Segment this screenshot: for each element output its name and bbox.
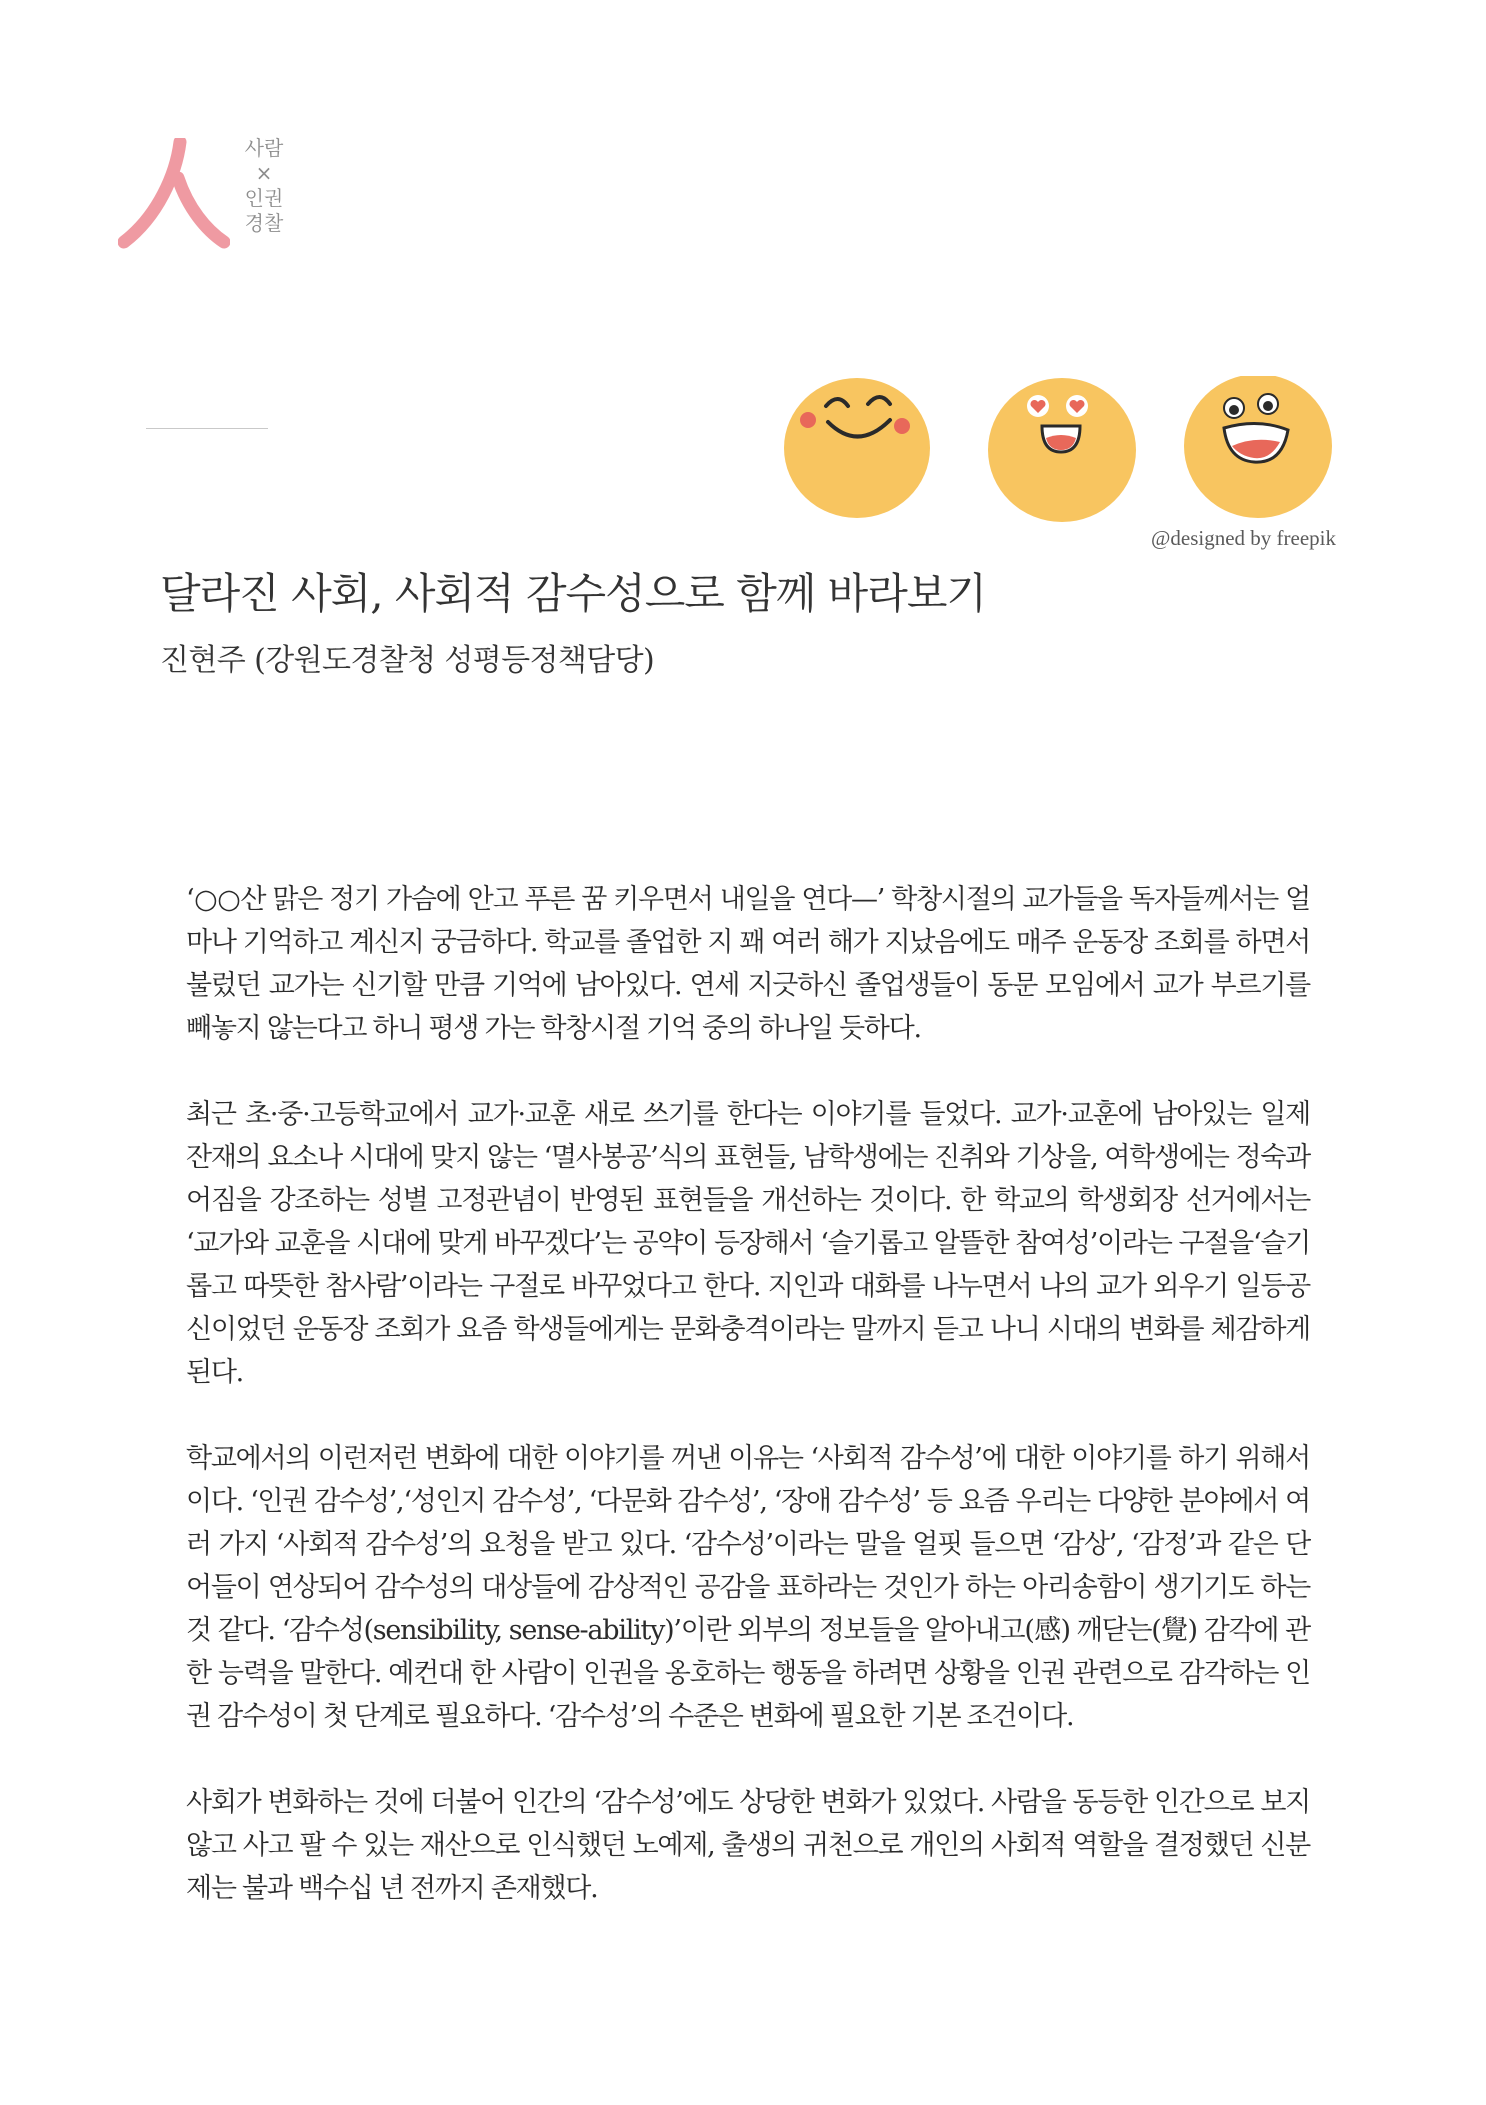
paragraph: 학교에서의 이런저런 변화에 대한 이야기를 꺼낸 이유는 ‘사회적 감수성’에 대한 이야기를 하기 위해서이다. ‘인권 감수성’,‘성인지 감수성’, ‘다문화 감수성’, ‘장애 감수성’ 등 요즘 우리는 다양한 분야에서 여러 가지 ‘사회적 감수성’의 요청을 받고 있다. ‘감수성’이라는 말을 얼핏 들으면 ‘감상’, ‘감정’과 같은 단어들이 연상되어 감수성의 대상들에 감상적인 공감을 표하라는 것인가 하는 아리송함이 생기기도 하는 것 같다. ‘감수성(sensibility, sense-ability)’이란 외부의 정보들을 알아내고(感) 깨닫는(覺) 감각에 관한 능력을 말한다. 예컨대 한 사람이 인권을 옹호하는 행동을 하려면 상황을 인권 관련으로 감각하는 인권 감수성이 첫 단계로 필요하다. ‘감수성’의 수준은 변화에 필요한 기본 조건이다. — [186, 1443, 1310, 1732]
laughing-face-icon — [1184, 376, 1332, 518]
logo-text — [242, 136, 286, 236]
article-author: 진현주 (강원도경찰청 성평등정책담당) — [160, 643, 655, 678]
logo-mark-icon — [118, 138, 230, 250]
logo-line: 사람 — [244, 136, 284, 160]
paragraph: ‘○○산 맑은 정기 가슴에 안고 푸른 꿈 키우면서 내일을 연다—’ 학창시절의 교가들을 독자들께서는 얼마나 기억하고 계신지 궁금하다. 학교를 졸업한 지 꽤 여러 해가 지났음에도 매주 운동장 조회를 하면서 불렀던 교가는 신기할 만큼 기억에 남아있다. 연세 지긋하신 졸업생들이 동문 모임에서 교가 부르기를 빼놓지 않는다고 하니 평생 가는 학창시절 기억 중의 하나일 듯하다. — [186, 884, 1310, 1044]
image-credit: @designed by freepik — [1151, 526, 1336, 550]
logo-line: × — [255, 161, 273, 185]
heart-eyes-face-icon — [988, 378, 1136, 522]
logo-line: 인권 — [244, 186, 284, 210]
divider — [146, 428, 268, 429]
logo-line: 경찰 — [244, 211, 284, 235]
article-title: 달라진 사회, 사회적 감수성으로 함께 바라보기 — [160, 569, 986, 618]
paragraph: 사회가 변화하는 것에 더불어 인간의 ‘감수성’에도 상당한 변화가 있었다. 사람을 동등한 인간으로 보지 않고 사고 팔 수 있는 재산으로 인식했던 노예제, 출생의 귀천으로 개인의 사회적 역할을 결정했던 신분제는 불과 백수십 년 전까지 존재했다. — [186, 1787, 1310, 1904]
smiling-face-icon — [784, 378, 930, 518]
emoji-illustration — [784, 376, 1344, 536]
paragraph: 최근 초·중·고등학교에서 교가·교훈 새로 쓰기를 한다는 이야기를 들었다. 교가·교훈에 남아있는 일제 잔재의 요소나 시대에 맞지 않는 ‘멸사봉공’식의 표현들, 남학생에는 진취와 기상을, 여학생에는 정숙과 어짐을 강조하는 성별 고정관념이 반영된 표현들을 개선하는 것이다. 한 학교의 학생회장 선거에서는 ‘교가와 교훈을 시대에 맞게 바꾸겠다’는 공약이 등장해서 ‘슬기롭고 알뜰한 참여성’이라는 구절을‘슬기롭고 따뜻한 참사람’이라는 구절로 바꾸었다고 한다. 지인과 대화를 나누면서 나의 교가 외우기 일등공신이었던 운동장 조회가 요즘 학생들에게는 문화충격이라는 말까지 듣고 나니 시대의 변화를 체감하게 된다. — [186, 1099, 1310, 1388]
article-body — [186, 878, 1310, 1953]
